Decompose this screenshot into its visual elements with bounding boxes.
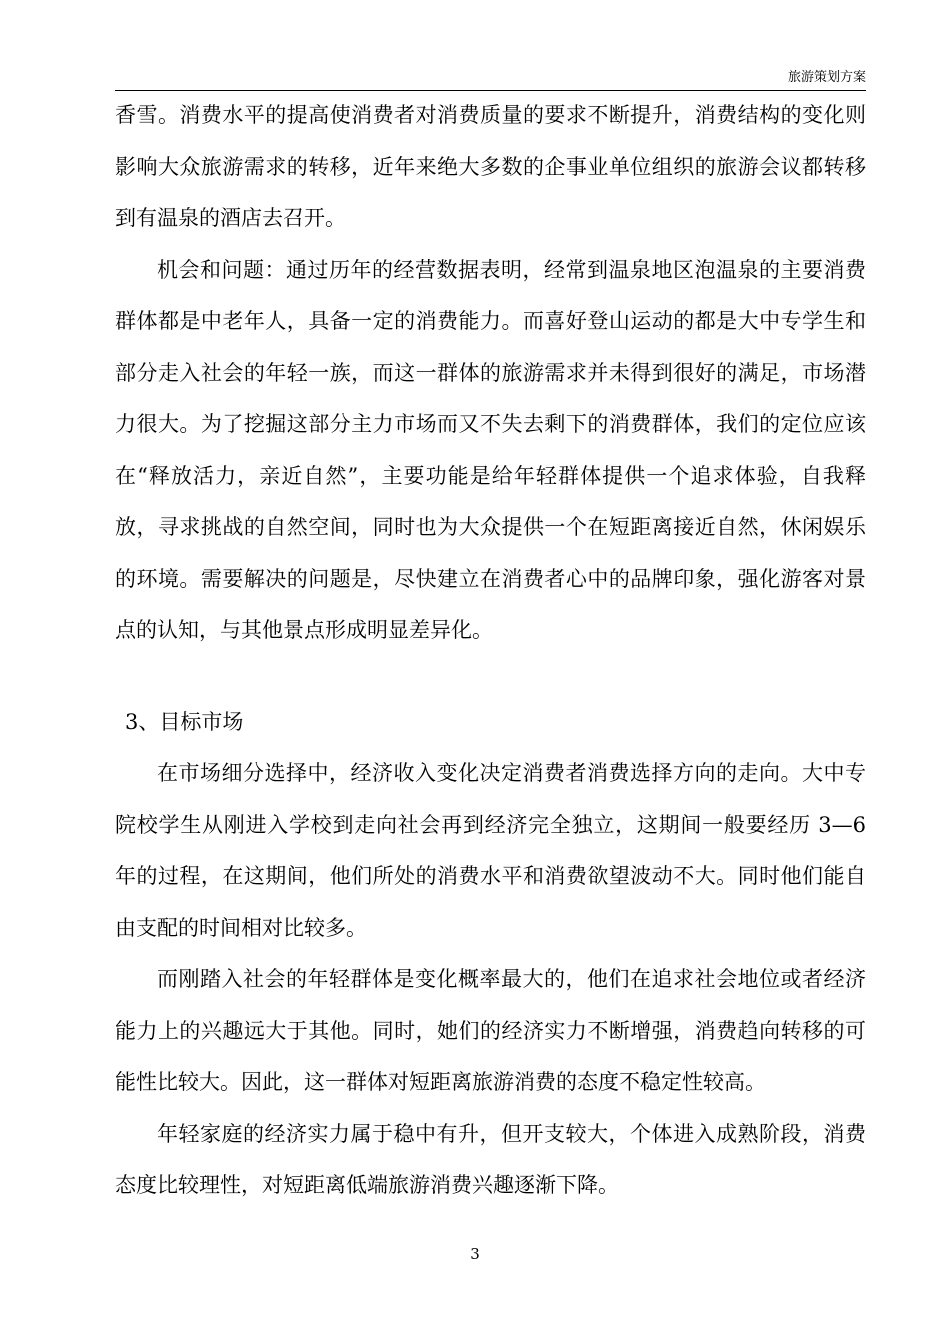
- paragraph-young-group: 而刚踏入社会的年轻群体是变化概率最大的，他们在追求社会地位或者经济能力上的兴趣远大于其他。同时，她们的经济实力不断增强，消费趋向转移的可能性比较大。因此，这一群体对短距离旅游消费的态度不稳定性较高。: [115, 967, 866, 1094]
- document-body: [115, 90, 866, 1212]
- section-heading: 3、目标市场: [125, 709, 244, 734]
- paragraph-continued: 香雪。消费水平的提高使消费者对消费质量的要求不断提升，消费结构的变化则影响大众旅游需求的转移，近年来绝大多数的企事业单位组织的旅游会议都转移到有温泉的酒店去召开。: [115, 103, 866, 230]
- header-title: 旅游策划方案: [787, 70, 866, 85]
- page-number: 3: [470, 1245, 480, 1263]
- paragraph-young-family: 年轻家庭的经济实力属于稳中有升，但开支较大，个体进入成熟阶段，消费态度比较理性，对短距离低端旅游消费兴趣逐渐下降。: [115, 1121, 866, 1197]
- page-header: [115, 68, 866, 91]
- paragraph-opportunity: 机会和问题：通过历年的经营数据表明，经常到温泉地区泡温泉的主要消费群体都是中老年人，具备一定的消费能力。而喜好登山运动的都是大中专学生和部分走入社会的年轻一族，而这一群体的旅游需求并未得到很好的满足，市场潜力很大。为了挖掘这部分主力市场而又不失去剩下的消费群体，我们的定位应该在“释放活力，亲近自然”，主要功能是给年轻群体提供一个追求体验，自我释放，寻求挑战的自然空间，同时也为大众提供一个在短距离接近自然，休闲娱乐的环境。需要解决的问题是，尽快建立在消费者心中的品牌印象，强化游客对景点的认知，与其他景点形成明显差异化。: [115, 257, 866, 642]
- section-spacer: [115, 657, 866, 697]
- paragraph-students: 在市场细分选择中，经济收入变化决定消费者消费选择方向的走向。大中专院校学生从刚进入学校到走向社会再到经济完全独立，这期间一般要经历 3—6 年的过程，在这期间，他们所处的消费水平和消费欲望波动不大。同时他们能自由支配的时间相对比较多。: [115, 761, 866, 940]
